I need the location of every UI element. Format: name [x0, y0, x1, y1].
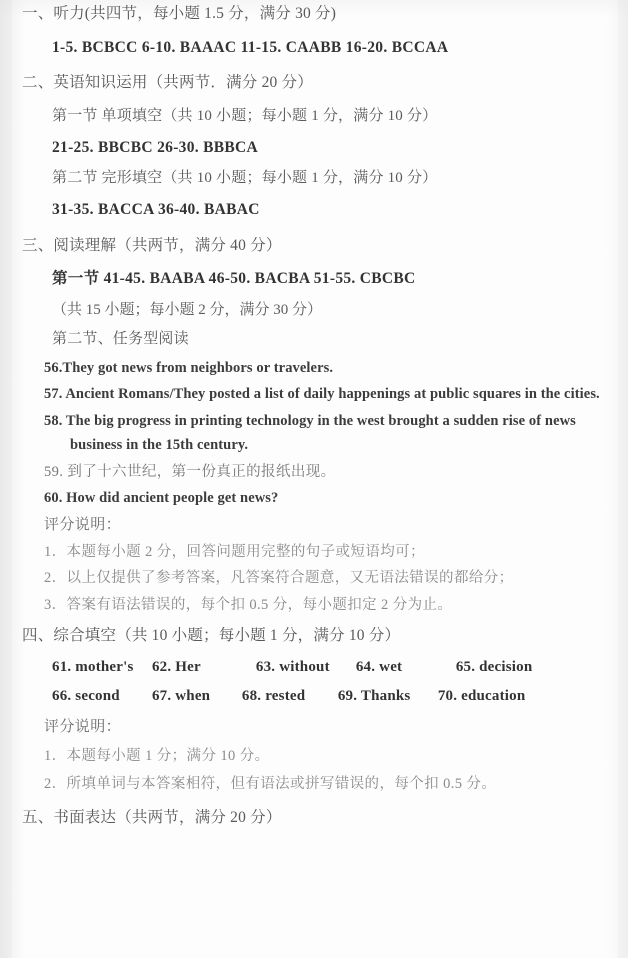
response-59: 59. 到了十六世纪，第一份真正的报纸出现。: [44, 463, 336, 480]
response-58: 58. The big progress in printing technology in the west brought a sudden rise of news: [44, 412, 576, 429]
vocab-answer-69: 69. Thanks: [337, 687, 411, 704]
answers-1-20: 1-5. BCBCC 6-10. BAAAC 11-15. CAABB 16-20. BCCAA: [52, 38, 449, 56]
response-56: 56.They got news from neighbors or travelers.: [44, 359, 334, 376]
vocab-answer-66: 66. second: [52, 687, 120, 704]
reading-rubric-item-3: 3．答案有语法错误的，每个扣 0.5 分，每小题扣定 2 分为止。: [44, 596, 453, 613]
response-60: 60. How did ancient people get news?: [44, 490, 279, 506]
vocab-row-66-70: [52, 689, 614, 704]
fill-rubric-item-2: 2．所填单词与本答案相符，但有语法或拼写错误的，每个扣 0.5 分。: [44, 776, 497, 792]
answers-31-40: 31-35. BACCA 36-40. BABAC: [52, 201, 260, 218]
fill-rubric-item-1: 1．本题每小题 1 分；满分 10 分。: [44, 747, 270, 764]
reading-scoring-note: （共 15 小题；每小题 2 分，满分 30 分）: [52, 301, 323, 318]
response-58-continuation: business in the 15th century.: [70, 437, 249, 453]
answers-21-30: 21-25. BBCBC 26-30. BBBCA: [52, 138, 259, 156]
section-heading-reading: 三、阅读理解（共两节，满分 40 分）: [22, 236, 282, 254]
vocab-answer-61: 61. mother's: [52, 658, 134, 675]
response-57: 57. Ancient Romans/They posted a list of daily happenings at public squares in the cities.: [44, 386, 600, 402]
vocab-row-61-65: [52, 660, 614, 675]
subheading-part-one-multiple-choice: 第一节 单项填空（共 10 小题；每小题 1 分，满分 10 分）: [52, 107, 438, 124]
vocab-answer-63: 63. without: [255, 658, 330, 675]
fill-rubric-label: 评分说明：: [44, 718, 122, 735]
section-heading-listening: 一、听力(共四节，每小题 1.5 分，满分 30 分): [22, 5, 337, 22]
subheading-part-two-cloze: 第二节 完形填空（共 10 小题；每小题 1 分，满分 10 分）: [52, 170, 438, 186]
section-heading-integrated-fill: 四、综合填空（共 10 小题；每小题 1 分，满分 10 分）: [22, 627, 401, 644]
vocab-answer-64: 64. wet: [355, 658, 403, 675]
vocab-answer-62: 62. Her: [151, 658, 201, 675]
subheading-part-two-task-reading: 第二节、任务型阅读: [52, 330, 189, 347]
section-heading-writing: 五、书面表达（共两节，满分 20 分）: [22, 808, 282, 826]
answers-41-55: 第一节 41-45. BAABA 46-50. BACBA 51-55. CBCBC: [52, 270, 416, 287]
section-heading-language-use: 二、英语知识运用（共两节．满分 20 分）: [22, 74, 313, 91]
reading-rubric-item-2: 2．以上仅提供了参考答案，凡答案符合题意，又无语法错误的都给分；: [44, 570, 514, 586]
vocab-answer-65: 65. decision: [455, 658, 533, 675]
vocab-answer-68: 68. rested: [241, 687, 306, 704]
reading-rubric-item-1: 1．本题每小题 2 分，回答问题用完整的句子或短语均可；: [44, 543, 425, 560]
reading-rubric-label: 评分说明：: [44, 516, 122, 533]
vocab-answer-70: 70. education: [437, 687, 526, 704]
vocab-answer-67: 67. when: [151, 687, 211, 704]
